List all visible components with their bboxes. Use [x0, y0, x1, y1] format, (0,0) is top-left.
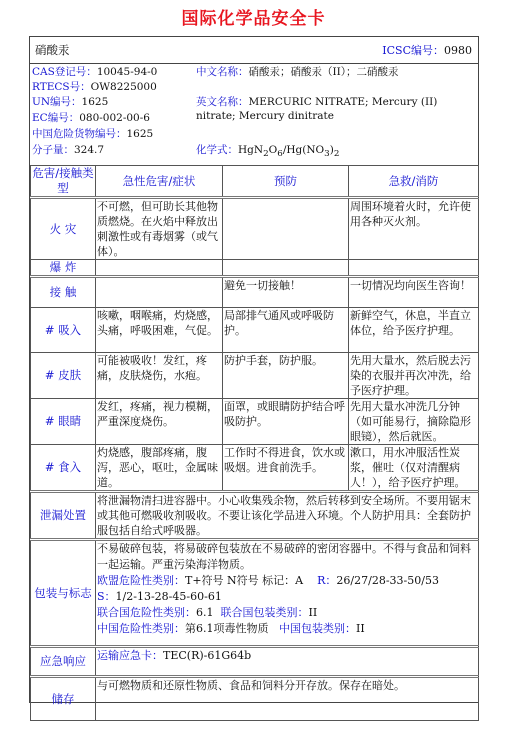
emergency-value: TEC(R)-61G64b [163, 649, 252, 662]
un-pack-label: 联合国包装类别： [220, 606, 309, 619]
formula-sub: 2 [333, 149, 340, 160]
packaging-content [96, 540, 479, 647]
formula-sub: 6 [277, 149, 283, 160]
un-label: UN编号： [32, 96, 82, 108]
row-prevention: 避免一切接触！ [223, 277, 349, 308]
row-symptoms: 不可燃，但可助长其他物质燃烧。在火焰中释放出刺激性或有毒烟雾（或气体）。 [96, 198, 223, 260]
row-firstaid: 先用大量水，然后脱去污染的衣服并再次冲洗，给予医疗护理。 [349, 353, 479, 399]
safety-card [29, 36, 479, 706]
row-prevention: 工作时不得进食，饮水或吸烟。进食前洗手。 [223, 445, 349, 492]
icsc-number [382, 42, 472, 58]
cn-dangerous-goods-number [32, 127, 153, 141]
emergency-row [31, 647, 479, 677]
row-prevention: 局部排气通风或呼吸防护。 [223, 308, 349, 353]
cn-pack-value: II [356, 622, 365, 635]
eu-label: 欧盟危险性类别： [97, 574, 185, 587]
cn-pack-label: 中国包装类别： [279, 622, 356, 635]
en-name-value: MERCURIC NITRATE; Mercury (II) nitrate; Mercury dinitrate [196, 96, 438, 122]
row-firstaid: 漱口，用水冲服活性炭浆，催吐（仅对清醒病人！），给予医疗护理。 [349, 445, 479, 492]
row-category: # 食入 [31, 445, 96, 492]
row-symptoms: 发红，疼痛，视力模糊，严重深度烧伤。 [96, 399, 223, 445]
row-symptoms [96, 277, 223, 308]
storage-row [31, 677, 479, 721]
chemical-name: 硝酸汞 [35, 43, 70, 57]
icsc-value: 0980 [444, 44, 472, 57]
rtecs-label: RTECS号： [32, 81, 91, 93]
row-firstaid [349, 260, 479, 277]
formula-part: ) [329, 144, 334, 156]
mw-label: 分子量： [32, 144, 74, 156]
formula-sub: 3 [324, 149, 330, 160]
cn-goods-label: 中国危险货物编号： [32, 128, 127, 140]
col-header-firstaid: 急救/消防 [349, 166, 479, 198]
cas-number [32, 65, 157, 79]
card-title: 国际化学品安全卡 [181, 9, 326, 29]
row-category: 火 灾 [31, 198, 96, 260]
formula-part: /Hg(NO [282, 144, 325, 156]
ec-value: 080-002-00-6 [79, 112, 150, 124]
spill-text: 将泄漏物清扫进容器中。小心收集残余物，然后转移到安全场所。不要用锯末或其他可燃吸收剂吸收。不要让该化学品进入环境。个人防护用具：全套防护服包括自给式呼吸器。 [96, 492, 479, 540]
row-category: # 眼睛 [31, 399, 96, 445]
formula-sub: 2 [263, 149, 269, 160]
s-phrases [97, 589, 477, 605]
cas-value: 10045-94-0 [96, 66, 158, 78]
row-category: 爆 炸 [31, 260, 96, 277]
spill-category: 泄漏处置 [31, 492, 96, 540]
cn-name-label: 中文名称： [196, 66, 249, 78]
cn-name-value: 硝酸汞；硝酸汞（II）；二硝酸汞 [248, 66, 399, 78]
icsc-label: ICSC编号： [382, 44, 444, 57]
packaging-text: 不易破碎包装，将易破碎包装放在不易破碎的密闭容器中。不得与食品和饲料一起运输。严重污染海洋物质。 [97, 542, 471, 571]
ec-number [32, 111, 150, 125]
col-header-type: 危害/接触类型 [31, 166, 96, 198]
chemical-formula [196, 143, 339, 161]
cn-classification [97, 621, 477, 637]
table-row [31, 277, 479, 308]
s-label: S： [97, 590, 116, 603]
un-class-label: 联合国危险性类别： [97, 606, 196, 619]
r-label: R： [317, 574, 337, 587]
storage-text: 与可燃物质和还原性物质、食品和饲料分开存放。保存在暗处。 [96, 677, 479, 721]
formula-part: O [268, 144, 278, 156]
row-symptoms: 咳嗽，咽喉痛，灼烧感，头痛，呼吸困难，气促。 [96, 308, 223, 353]
row-firstaid: 周围环境着火时，允许使用各种灭火剂。 [349, 198, 479, 260]
emergency-label: 运输应急卡： [97, 649, 163, 662]
hazard-table [30, 165, 479, 721]
rtecs-value: OW8225000 [90, 81, 157, 93]
col-header-prevention: 预防 [223, 166, 349, 198]
chinese-name [196, 65, 476, 79]
un-number [32, 95, 108, 109]
rtecs-number [32, 80, 157, 94]
r-value: 26/27/28-33-50/53 [336, 574, 439, 587]
row-symptoms: 可能被吸收！发红，疼痛，皮肤烧伤，水疱。 [96, 353, 223, 399]
mw-value: 324.7 [74, 144, 105, 156]
row-firstaid: 新鲜空气，休息，半直立体位，给予医疗护理。 [349, 308, 479, 353]
row-category: 接 触 [31, 277, 96, 308]
cn-class-label: 中国危险性类别： [97, 622, 185, 635]
cn-goods-value: 1625 [126, 128, 154, 140]
cas-label: CAS登记号： [32, 66, 97, 78]
emergency-category: 应急响应 [31, 647, 96, 677]
row-symptoms [96, 260, 223, 277]
packaging-row [31, 540, 479, 647]
en-name-label: 英文名称： [196, 96, 249, 108]
emergency-content [96, 647, 479, 677]
row-symptoms: 灼烧感，腹部疼痛，腹泻，恶心，呕吐，金属味道。 [96, 445, 223, 492]
name-row [30, 37, 478, 64]
un-value: 1625 [81, 96, 109, 108]
s-value: 1/2-13-28-45-60-61 [115, 590, 222, 603]
storage-category: 储存 [31, 677, 96, 721]
cn-class-value: 第6.1项毒性物质 [185, 622, 269, 635]
table-row [31, 353, 479, 399]
row-firstaid: 先用大量水冲洗几分钟（如可能易行，摘除隐形眼镜），然后就医。 [349, 399, 479, 445]
packaging-category: 包装与标志 [31, 540, 96, 647]
table-row [31, 445, 479, 492]
table-row [31, 399, 479, 445]
row-category: # 吸入 [31, 308, 96, 353]
col-header-symptoms: 急性危害/症状 [96, 166, 223, 198]
spill-row [31, 492, 479, 540]
un-pack-value: II [308, 606, 318, 619]
table-row [31, 198, 479, 260]
table-row [31, 260, 479, 277]
english-name [196, 95, 474, 123]
un-classification [97, 605, 477, 621]
row-firstaid: 一切情况均向医生咨询！ [349, 277, 479, 308]
table-header-row [31, 166, 479, 198]
eu-classification [97, 573, 477, 589]
eu-value: T+符号 N符号 标记：A [185, 574, 304, 587]
row-prevention [223, 260, 349, 277]
table-row [31, 308, 479, 353]
row-prevention: 防护手套，防护服。 [223, 353, 349, 399]
formula-label: 化学式： [196, 144, 238, 156]
ec-label: EC编号： [32, 112, 80, 124]
formula-part: HgN [238, 144, 264, 156]
row-prevention [223, 198, 349, 260]
molecular-weight [32, 143, 104, 157]
un-class-value: 6.1 [196, 606, 214, 619]
row-category: # 皮肤 [31, 353, 96, 399]
row-prevention: 面罩，或眼睛防护结合呼吸防护。 [223, 399, 349, 445]
